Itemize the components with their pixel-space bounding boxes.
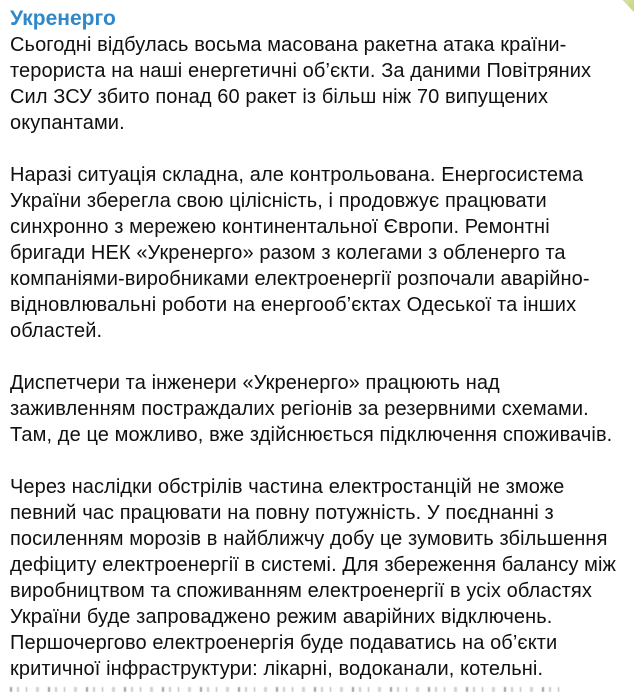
message-text	[10, 32, 620, 682]
message-paragraph: Наразі ситуація складна, але контрольована. Енергосистема України зберегла свою цілісність, і продовжує працювати синхронно з мережею континентальної Європи. Ремонтні бригади НЕК «Укренерго» разом з колегами з обленерго та компаніями-виробниками електроенергії розпочали аварійно-відновлювальні роботи на енергооб’єктах Одеської та інших областей.	[10, 164, 590, 342]
message-paragraph: Через наслідки обстрілів частина електростанцій не зможе певний час працювати на повну потужність. У поєднанні з посиленням морозів в найближчу добу це зумовить збільшення дефіциту електроенергії в системі. Для збереження балансу між виробництвом та споживанням електроенергії в усіх областях України буде запроваджено режим аварійних відключень. Першочергово електроенергія буде подаватись на об’єкти критичної інфраструктури: лікарні, водоканали, котельні.	[10, 476, 616, 680]
message-paragraph: Диспетчери та інженери «Укренерго» працюють над заживленням постраждалих регіонів за резервними схемами. Там, де це можливо, вже здійснюється підключення споживачів.	[10, 372, 613, 446]
message-paragraph: Сьогодні відбулась восьма масована ракетна атака країни-терориста на наші енергетичні об’єкти. За даними Повітряних Сил ЗСУ збито понад 60 ракет із більш ніж 70 випущених окупантами.	[10, 34, 592, 134]
cut-off-next-line	[10, 687, 566, 692]
corner-image-fragment	[617, 0, 634, 12]
channel-name-link[interactable]: Укренерго	[10, 7, 116, 30]
